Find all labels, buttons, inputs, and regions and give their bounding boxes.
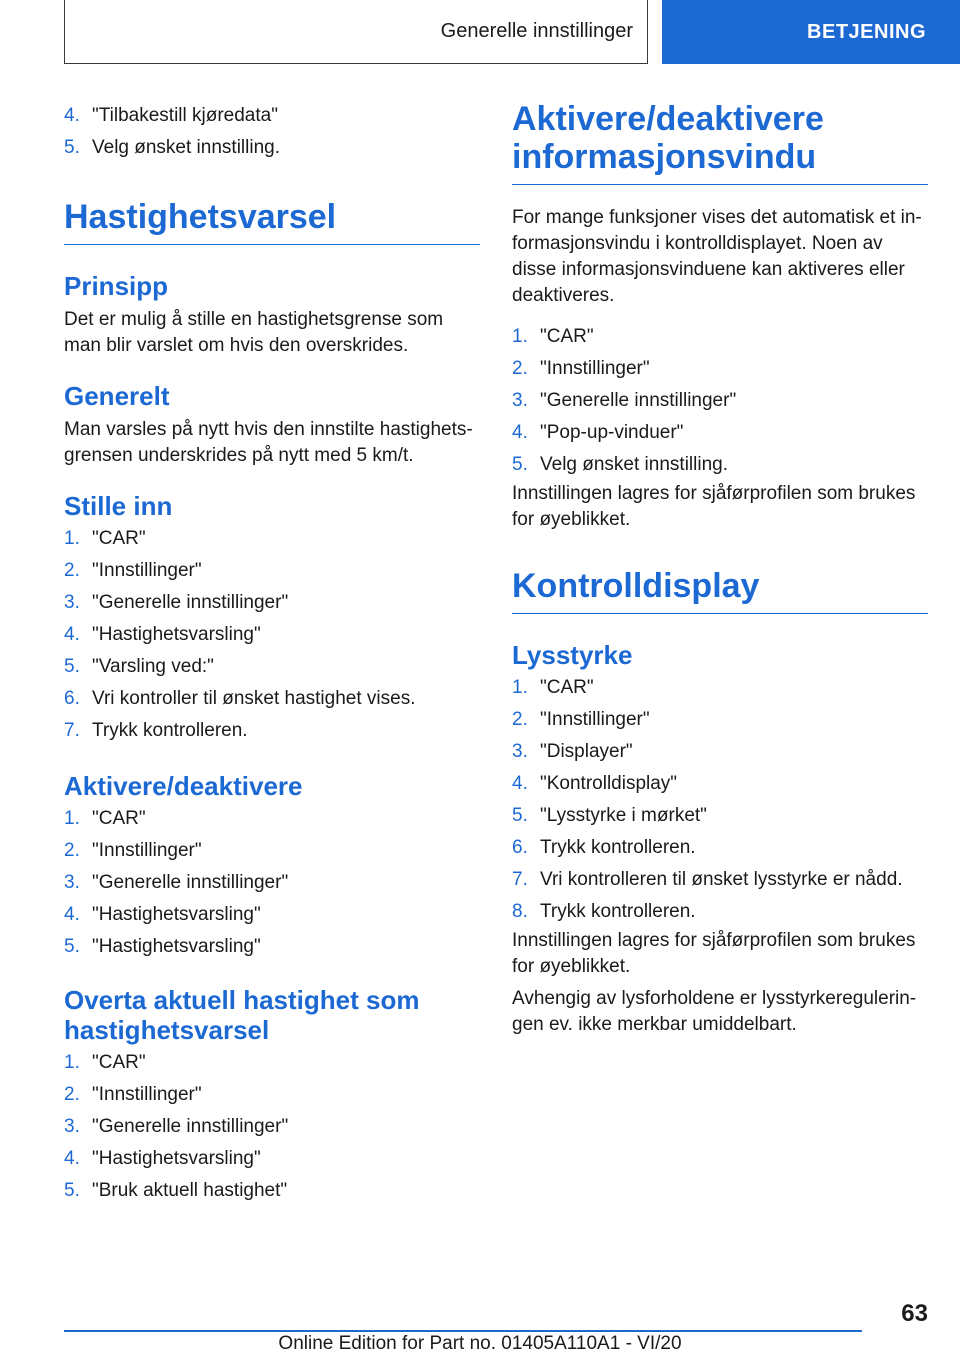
list-item bbox=[64, 1111, 480, 1143]
list-item bbox=[64, 523, 480, 555]
list-item bbox=[64, 1047, 480, 1079]
step-number: 6. bbox=[512, 837, 528, 858]
list-item bbox=[64, 132, 480, 164]
footer-divider bbox=[64, 1330, 862, 1332]
list-item bbox=[64, 899, 480, 931]
step-text: Vri kontroller til ønsket hastighet vises. bbox=[92, 688, 416, 709]
list-item bbox=[512, 704, 928, 736]
heading-line: hastighetsvarsel bbox=[64, 1015, 270, 1045]
step-number: 5. bbox=[512, 454, 528, 475]
step-text: "Pop-up-vinduer" bbox=[540, 422, 684, 443]
step-text: "Varsling ved:" bbox=[92, 656, 214, 677]
list-item bbox=[64, 715, 480, 747]
section-title-informasjonsvindu bbox=[512, 100, 928, 185]
step-text: "Displayer" bbox=[540, 741, 633, 762]
step-number: 3. bbox=[64, 872, 80, 893]
paragraph-info-note: Innstillingen lagres for sjåførprofilen som brukes for øyeblikket. bbox=[512, 483, 916, 530]
section-title-kontrolldisplay: Kontrolldisplay bbox=[512, 567, 928, 614]
page-number: 63 bbox=[901, 1300, 928, 1327]
step-text: "CAR" bbox=[540, 677, 594, 698]
step-text: "Innstillinger" bbox=[92, 560, 202, 581]
step-number: 4. bbox=[64, 904, 80, 925]
step-text: Trykk kontrolleren. bbox=[540, 901, 696, 922]
heading-line: informasjonsvindu bbox=[512, 138, 817, 176]
step-number: 1. bbox=[512, 677, 528, 698]
right-column bbox=[512, 100, 928, 1038]
left-column bbox=[64, 100, 480, 1207]
step-text: "CAR" bbox=[92, 808, 146, 829]
step-number: 3. bbox=[64, 592, 80, 613]
list-item bbox=[64, 803, 480, 835]
paragraph-lysstyrke-note2: Avhengig av lysforholdene er lysstyrkeregulerin-gen ev. ikke merkbar umiddelbart. bbox=[512, 988, 917, 1035]
list-item bbox=[512, 736, 928, 768]
step-text: "Generelle innstillinger" bbox=[92, 1116, 289, 1137]
step-number: 7. bbox=[512, 869, 528, 890]
section-title-hastighetsvarsel: Hastighetsvarsel bbox=[64, 198, 480, 245]
list-item bbox=[512, 672, 928, 704]
step-text: "Generelle innstillinger" bbox=[540, 390, 737, 411]
lysstyrke-steps bbox=[512, 672, 928, 928]
list-item bbox=[512, 449, 928, 481]
paragraph-informasjonsvindu: For mange funksjoner vises det automatisk et in-formasjonsvindu i kontrolldisplayet. Noen av disse informasjonsvinduene kan aktiveres eller deaktiveres. bbox=[512, 207, 922, 306]
list-item bbox=[512, 321, 928, 353]
step-text: Vri kontrolleren til ønsket lysstyrke er nådd. bbox=[540, 869, 903, 890]
step-number: 1. bbox=[64, 1052, 80, 1073]
step-number: 4. bbox=[64, 1148, 80, 1169]
step-text: "Generelle innstillinger" bbox=[92, 872, 289, 893]
running-header-section bbox=[64, 0, 648, 64]
step-number: 5. bbox=[64, 137, 80, 158]
step-number: 8. bbox=[512, 901, 528, 922]
step-text: "Hastighetsvarsling" bbox=[92, 936, 261, 957]
step-text: "CAR" bbox=[540, 326, 594, 347]
list-item bbox=[64, 555, 480, 587]
list-item bbox=[512, 768, 928, 800]
informasjonsvindu-steps bbox=[512, 321, 928, 481]
step-text: "CAR" bbox=[92, 1052, 146, 1073]
step-number: 2. bbox=[64, 1084, 80, 1105]
list-item bbox=[512, 417, 928, 449]
step-text: Velg ønsket innstilling. bbox=[540, 454, 728, 475]
subheading-generelt: Generelt bbox=[64, 381, 170, 411]
step-text: "Kontrolldisplay" bbox=[540, 773, 678, 794]
step-number: 2. bbox=[64, 840, 80, 861]
header-chapter-title: BETJENING bbox=[807, 20, 926, 43]
list-item bbox=[512, 353, 928, 385]
step-text: "Tilbakestill kjøredata" bbox=[92, 105, 278, 126]
step-text: "Innstillinger" bbox=[92, 840, 202, 861]
step-number: 2. bbox=[64, 560, 80, 581]
header-section-title: Generelle innstillinger bbox=[440, 20, 633, 42]
list-item bbox=[512, 864, 928, 896]
list-item bbox=[64, 1079, 480, 1111]
step-text: "Hastighetsvarsling" bbox=[92, 1148, 261, 1169]
step-number: 3. bbox=[64, 1116, 80, 1137]
step-number: 4. bbox=[64, 105, 80, 126]
subheading-prinsipp: Prinsipp bbox=[64, 271, 169, 301]
list-item bbox=[512, 832, 928, 864]
step-number: 5. bbox=[64, 656, 80, 677]
step-text: "Lysstyrke i mørket" bbox=[540, 805, 707, 826]
list-item bbox=[512, 800, 928, 832]
step-number: 5. bbox=[64, 936, 80, 957]
step-number: 1. bbox=[512, 326, 528, 347]
step-text: "Innstillinger" bbox=[92, 1084, 202, 1105]
step-number: 5. bbox=[64, 1180, 80, 1201]
step-text: "Innstillinger" bbox=[540, 358, 650, 379]
step-number: 6. bbox=[64, 688, 80, 709]
heading-line: Overta aktuell hastighet som bbox=[64, 985, 420, 1015]
list-item bbox=[512, 385, 928, 417]
step-text: "Hastighetsvarsling" bbox=[92, 624, 261, 645]
list-item bbox=[64, 835, 480, 867]
step-number: 2. bbox=[512, 709, 528, 730]
list-item bbox=[64, 1175, 480, 1207]
subheading-overta-hastighet bbox=[64, 985, 480, 1045]
paragraph-generelt: Man varsles på nytt hvis den innstilte hastighets-grensen underskrides på nytt med 5 km/t. bbox=[64, 419, 473, 466]
step-number: 4. bbox=[512, 422, 528, 443]
subheading-lysstyrke: Lysstyrke bbox=[512, 640, 633, 670]
intro-steps bbox=[64, 100, 480, 164]
list-item bbox=[64, 587, 480, 619]
step-number: 4. bbox=[64, 624, 80, 645]
list-item bbox=[64, 683, 480, 715]
step-number: 2. bbox=[512, 358, 528, 379]
list-item bbox=[64, 619, 480, 651]
step-number: 1. bbox=[64, 808, 80, 829]
list-item bbox=[64, 931, 480, 963]
list-item bbox=[64, 867, 480, 899]
step-number: 5. bbox=[512, 805, 528, 826]
step-number: 3. bbox=[512, 741, 528, 762]
list-item bbox=[512, 896, 928, 928]
subheading-stille-inn: Stille inn bbox=[64, 491, 173, 521]
step-number: 4. bbox=[512, 773, 528, 794]
stille-inn-steps bbox=[64, 523, 480, 747]
step-text: "Innstillinger" bbox=[540, 709, 650, 730]
step-text: Trykk kontrolleren. bbox=[540, 837, 696, 858]
step-text: Velg ønsket innstilling. bbox=[92, 137, 280, 158]
list-item bbox=[64, 100, 480, 132]
overta-steps bbox=[64, 1047, 480, 1207]
subheading-aktivere-deaktivere: Aktivere/deaktivere bbox=[64, 771, 303, 801]
step-text: Trykk kontrolleren. bbox=[92, 720, 248, 741]
step-text: "CAR" bbox=[92, 528, 146, 549]
footer-edition: Online Edition for Part no. 01405A110A1 - VI/20 bbox=[278, 1333, 682, 1354]
list-item bbox=[64, 651, 480, 683]
step-number: 7. bbox=[64, 720, 80, 741]
step-number: 3. bbox=[512, 390, 528, 411]
paragraph-prinsipp: Det er mulig å stille en hastighetsgrense som man blir varslet om hvis den overskrides. bbox=[64, 309, 444, 356]
step-number: 1. bbox=[64, 528, 80, 549]
paragraph-lysstyrke-note: Innstillingen lagres for sjåførprofilen som brukes for øyeblikket. bbox=[512, 930, 916, 977]
running-header-chapter bbox=[662, 0, 960, 64]
step-text: "Hastighetsvarsling" bbox=[92, 904, 261, 925]
step-text: "Bruk aktuell hastighet" bbox=[92, 1180, 288, 1201]
aktivere-steps bbox=[64, 803, 480, 963]
heading-line: Aktivere/deaktivere bbox=[512, 100, 824, 138]
list-item bbox=[64, 1143, 480, 1175]
step-text: "Generelle innstillinger" bbox=[92, 592, 289, 613]
